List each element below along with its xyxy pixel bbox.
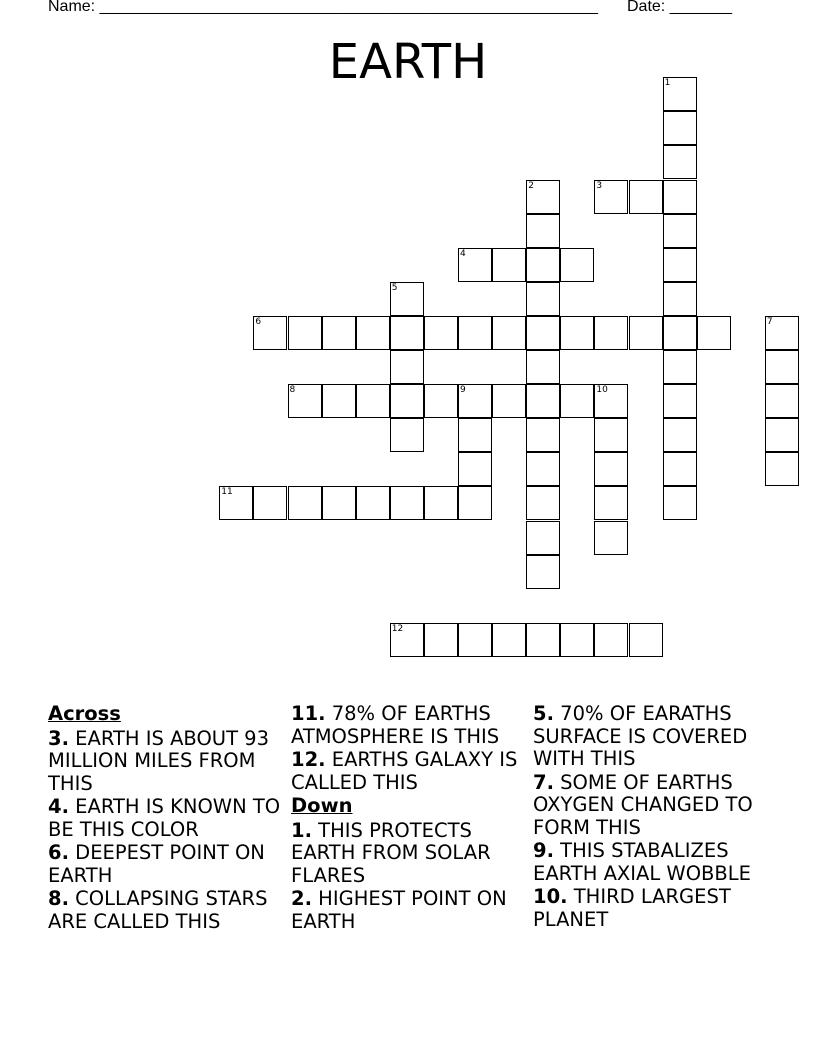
grid-cell[interactable] — [526, 214, 560, 248]
grid-cell[interactable] — [765, 384, 799, 418]
grid-cell[interactable] — [526, 555, 560, 589]
grid-cell[interactable] — [663, 145, 697, 179]
clue-item — [533, 772, 773, 840]
grid-cell[interactable] — [765, 452, 799, 486]
clue-item — [533, 886, 773, 931]
clue-item-text: THIS PROTECTS EARTH FROM SOLAR FLARES — [291, 818, 491, 887]
grid-cell[interactable] — [424, 486, 458, 520]
clue-item-number: 8. — [48, 887, 69, 910]
clues-column-2 — [291, 703, 529, 934]
grid-cell[interactable] — [765, 350, 799, 384]
clue-item — [533, 840, 773, 885]
clue-item-text: EARTH IS ABOUT 93 MILLION MILES FROM THIS — [48, 726, 269, 795]
grid-cell[interactable] — [765, 316, 799, 350]
grid-cell[interactable] — [492, 623, 526, 657]
grid-cell[interactable] — [390, 282, 424, 316]
grid-cell[interactable] — [219, 486, 253, 520]
grid-cell[interactable] — [390, 350, 424, 384]
grid-cell[interactable] — [663, 111, 697, 145]
clue-item-text: EARTH IS KNOWN TO BE THIS COLOR — [48, 795, 281, 841]
date-field-label[interactable]: Date: _______ — [627, 0, 732, 15]
grid-cell[interactable] — [390, 384, 424, 418]
grid-cell[interactable] — [526, 521, 560, 555]
grid-cell[interactable] — [458, 486, 492, 520]
clue-number: 1 — [664, 78, 671, 89]
clue-number: 12 — [391, 623, 404, 634]
clue-item-number: 12. — [291, 748, 326, 771]
grid-cell[interactable] — [390, 486, 424, 520]
across-heading: Across — [48, 702, 121, 725]
grid-cell[interactable] — [663, 214, 697, 248]
clue-item — [291, 749, 529, 794]
grid-cell[interactable] — [663, 452, 697, 486]
clue-item-text: COLLAPSING STARS ARE CALLED THIS — [48, 887, 268, 933]
grid-cell[interactable] — [424, 623, 458, 657]
grid-cell[interactable] — [526, 180, 560, 214]
grid-cell[interactable] — [526, 350, 560, 384]
clues-column-1 — [48, 703, 283, 934]
grid-cell[interactable] — [526, 418, 560, 452]
grid-cell[interactable] — [594, 486, 628, 520]
grid-cell[interactable] — [663, 180, 697, 214]
clue-item — [291, 703, 529, 748]
clue-number: 3 — [596, 180, 603, 191]
clue-item-number: 5. — [533, 702, 554, 725]
down-heading: Down — [291, 794, 353, 817]
clue-number: 9 — [460, 385, 466, 396]
grid-cell[interactable] — [526, 384, 560, 418]
name-field-label[interactable]: Name: ________________________________________________________ — [48, 0, 598, 15]
clue-item-text: THIRD LARGEST PLANET — [533, 885, 731, 931]
clue-item-number: 9. — [533, 839, 554, 862]
clue-item — [48, 796, 283, 841]
clue-item-number: 11. — [291, 702, 326, 725]
grid-cell[interactable] — [390, 316, 424, 350]
grid-cell[interactable] — [458, 452, 492, 486]
clue-item-number: 1. — [291, 818, 312, 842]
grid-cell[interactable] — [458, 418, 492, 452]
grid-cell[interactable] — [322, 316, 356, 350]
grid-cell[interactable] — [560, 623, 594, 657]
clue-number: 4 — [460, 248, 466, 259]
grid-cell[interactable] — [288, 316, 322, 350]
clue-item-number: 3. — [48, 726, 69, 750]
clue-number: 10 — [596, 385, 608, 396]
grid-cell[interactable] — [663, 486, 697, 520]
grid-cell[interactable] — [253, 316, 287, 350]
grid-cell[interactable] — [356, 486, 390, 520]
grid-cell[interactable] — [458, 623, 492, 657]
grid-cell[interactable] — [356, 316, 390, 350]
clue-item-text: 78% OF EARTHS ATMOSPHERE IS THIS — [291, 702, 500, 748]
clue-item-text: SOME OF EARTHS OXYGEN CHANGED TO FORM THIS — [533, 770, 753, 839]
grid-cell[interactable] — [526, 248, 560, 282]
grid-cell[interactable] — [594, 521, 628, 555]
clue-item-number: 6. — [48, 841, 69, 864]
grid-cell[interactable] — [594, 180, 628, 214]
grid-cell[interactable] — [424, 384, 458, 418]
page-title: EARTH — [328, 34, 488, 90]
grid-cell[interactable] — [594, 316, 628, 350]
grid-cell[interactable] — [322, 486, 356, 520]
clue-number: 8 — [289, 385, 296, 396]
clue-number: 6 — [255, 316, 262, 327]
clue-item-number: 7. — [533, 770, 554, 794]
grid-cell[interactable] — [458, 384, 492, 418]
grid-cell[interactable] — [663, 248, 697, 282]
clue-item-number: 10. — [533, 885, 568, 908]
grid-cell[interactable] — [663, 77, 697, 111]
clue-item-text: EARTHS GALAXY IS CALLED THIS — [291, 748, 518, 794]
grid-cell[interactable] — [663, 350, 697, 384]
grid-cell[interactable] — [458, 248, 492, 282]
grid-cell[interactable] — [560, 248, 594, 282]
clue-item — [291, 888, 529, 933]
grid-cell[interactable] — [663, 282, 697, 316]
clue-item-text: THIS STABALIZES EARTH AXIAL WOBBLE — [533, 839, 751, 885]
clue-item-text: HIGHEST POINT ON EARTH — [291, 887, 507, 933]
grid-cell[interactable] — [322, 384, 356, 418]
clue-number: 5 — [391, 282, 398, 293]
grid-cell[interactable] — [356, 384, 390, 418]
clue-number: 2 — [528, 180, 534, 191]
clue-item-text: 70% OF EARATHS SURFACE IS COVERED WITH THIS — [533, 702, 748, 770]
grid-cell[interactable] — [629, 180, 663, 214]
grid-cell[interactable] — [492, 316, 526, 350]
grid-cell[interactable] — [697, 316, 731, 350]
clue-number: 11 — [221, 487, 233, 498]
grid-cell[interactable] — [424, 316, 458, 350]
grid-cell[interactable] — [492, 248, 526, 282]
grid-cell[interactable] — [526, 282, 560, 316]
grid-cell[interactable] — [288, 486, 322, 520]
clue-item — [48, 842, 283, 887]
grid-cell[interactable] — [526, 316, 560, 350]
grid-cell[interactable] — [594, 452, 628, 486]
grid-cell[interactable] — [594, 384, 628, 418]
clue-number: 7 — [766, 316, 773, 327]
grid-cell[interactable] — [663, 316, 697, 350]
clue-item — [48, 728, 283, 796]
clue-item — [291, 820, 529, 888]
clue-item-number: 2. — [291, 887, 312, 910]
grid-cell[interactable] — [560, 384, 594, 418]
grid-cell[interactable] — [560, 316, 594, 350]
clue-item-text: DEEPEST POINT ON EARTH — [48, 841, 265, 887]
grid-cell[interactable] — [765, 418, 799, 452]
grid-cell[interactable] — [253, 486, 287, 520]
clues-column-3 — [533, 703, 773, 932]
clue-item — [48, 888, 283, 933]
clue-item-number: 4. — [48, 795, 69, 818]
grid-cell[interactable] — [526, 623, 560, 657]
grid-cell[interactable] — [526, 486, 560, 520]
grid-cell[interactable] — [458, 316, 492, 350]
grid-cell[interactable] — [390, 418, 424, 452]
grid-cell[interactable] — [663, 418, 697, 452]
grid-cell[interactable] — [629, 623, 663, 657]
grid-cell[interactable] — [390, 623, 424, 657]
grid-cell[interactable] — [492, 384, 526, 418]
grid-cell[interactable] — [629, 316, 663, 350]
grid-cell[interactable] — [594, 418, 628, 452]
grid-cell[interactable] — [663, 384, 697, 418]
clue-item — [533, 703, 773, 771]
grid-cell[interactable] — [594, 623, 628, 657]
grid-cell[interactable] — [288, 384, 322, 418]
grid-cell[interactable] — [526, 452, 560, 486]
